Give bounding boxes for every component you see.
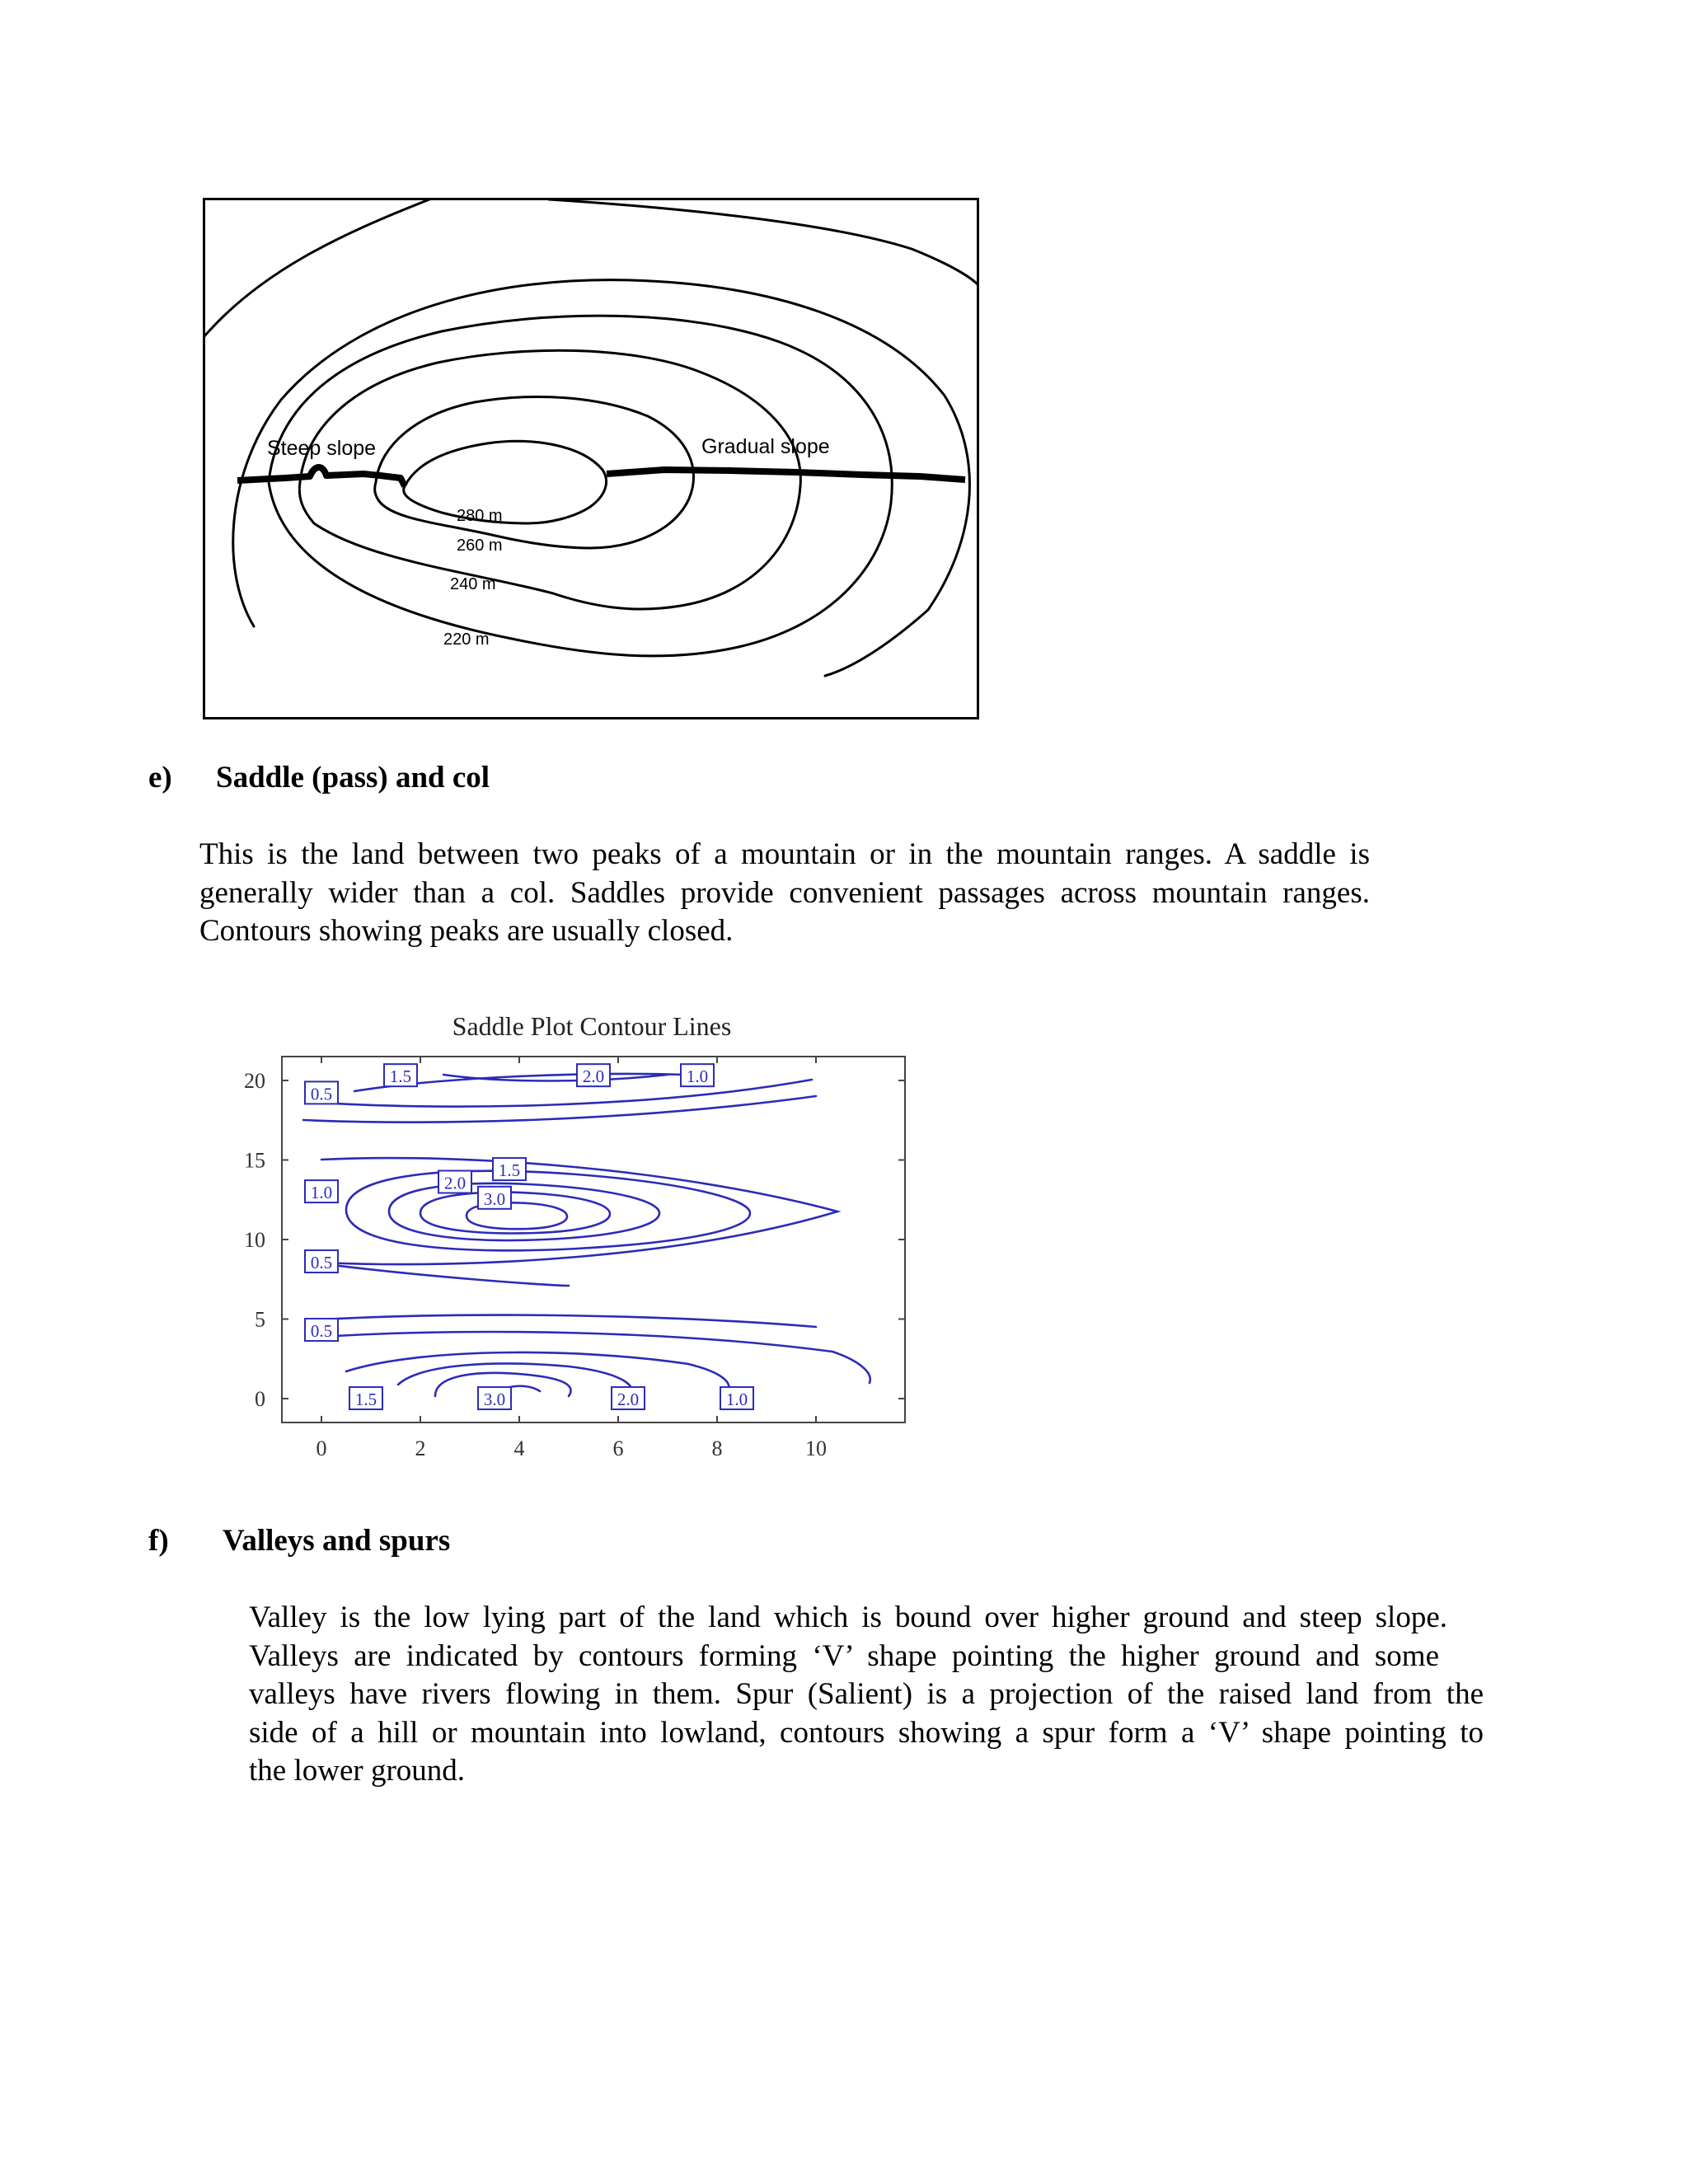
x-tick-label: 4 — [513, 1436, 525, 1460]
contour-label-text: 0.5 — [310, 1321, 333, 1342]
hill-contour-figure — [203, 198, 979, 719]
contour-label — [349, 1387, 382, 1409]
y-tick-label: 0 — [255, 1387, 265, 1412]
y-tick-label: 15 — [244, 1148, 265, 1173]
plot-area — [282, 1057, 905, 1422]
section-e-line-1: This is the land between two peaks of a mountain or in the mountain ranges. A saddle is — [199, 837, 1370, 871]
contour-label-text: 1.0 — [310, 1183, 333, 1203]
contour-label — [478, 1187, 511, 1209]
contour-label — [438, 1171, 471, 1193]
contour-label — [681, 1064, 714, 1086]
contour-label-text: 1.0 — [686, 1066, 709, 1087]
contour-label — [384, 1064, 417, 1086]
hill-contour-svg — [203, 198, 979, 719]
section-f-number: f) — [148, 1524, 169, 1558]
y-tick-label: 20 — [244, 1068, 265, 1093]
contour-label-text: 0.5 — [310, 1253, 333, 1273]
contour-label-text: 1.5 — [354, 1390, 377, 1410]
section-f-line-4: side of a hill or mountain into lowland, contours showing a spur form a ‘V’ shape pointing to — [249, 1715, 1484, 1750]
label-280m: 280 m — [457, 507, 503, 525]
saddle-chart-svg — [223, 997, 915, 1467]
x-tick-label: 0 — [316, 1436, 327, 1460]
section-f-line-3: valleys have rivers flowing in them. Spur (Salient) is a projection of the raised land from the — [249, 1677, 1484, 1711]
section-e-paragraph — [199, 836, 1370, 951]
label-220m: 220 m — [443, 630, 490, 649]
contour-label — [720, 1387, 753, 1409]
contour-label — [478, 1387, 511, 1409]
contour-label-text: 0.5 — [310, 1084, 333, 1104]
contour-label-text: 1.5 — [498, 1160, 521, 1181]
section-e-number: e) — [148, 761, 172, 794]
section-e-line-2: generally wider than a col. Saddles provide convenient passages across mountain ranges. — [199, 875, 1370, 910]
contour-label — [612, 1387, 645, 1409]
x-tick-label: 8 — [711, 1436, 723, 1460]
contour-label — [493, 1158, 526, 1180]
y-tick-label: 10 — [244, 1228, 265, 1252]
contour-label — [305, 1319, 338, 1341]
contour-label-text: 2.0 — [443, 1173, 467, 1193]
steep-slope-label: Steep slope — [267, 437, 377, 460]
gradual-slope-label: Gradual slope — [701, 435, 830, 458]
contour-label-text: 3.0 — [483, 1188, 506, 1209]
x-tick-label: 2 — [415, 1436, 426, 1460]
section-f-line-1: Valley is the low lying part of the land which is bound over higher ground and steep slope. — [249, 1601, 1447, 1634]
contour-label-text: 2.0 — [617, 1390, 640, 1410]
section-f-line-2: Valleys are indicated by contours forming ‘V’ shape pointing the higher ground and some — [249, 1638, 1439, 1673]
contour-label-text: 1.5 — [389, 1066, 412, 1087]
label-240m: 240 m — [450, 575, 496, 593]
contour-label-text: 2.0 — [582, 1066, 605, 1087]
section-e-line-3: Contours showing peaks are usually closed. — [199, 914, 734, 948]
section-f-line-5: the lower ground. — [249, 1754, 466, 1788]
contour-label — [305, 1180, 338, 1202]
contour-label — [577, 1064, 610, 1086]
contour-label — [305, 1250, 338, 1272]
x-tick-label: 6 — [612, 1436, 624, 1460]
section-f-paragraph — [249, 1599, 1484, 1791]
x-tick-label: 10 — [805, 1436, 827, 1460]
chart-title: Saddle Plot Contour Lines — [452, 1011, 732, 1041]
contour-label-text: 3.0 — [483, 1390, 506, 1410]
label-260m: 260 m — [457, 537, 503, 555]
contour-label-text: 1.0 — [725, 1390, 748, 1410]
saddle-chart-figure — [223, 997, 915, 1467]
y-tick-label: 5 — [255, 1307, 265, 1332]
section-f-title: Valleys and spurs — [223, 1524, 451, 1558]
contour-label — [305, 1081, 338, 1104]
section-e-title: Saddle (pass) and col — [216, 761, 490, 794]
